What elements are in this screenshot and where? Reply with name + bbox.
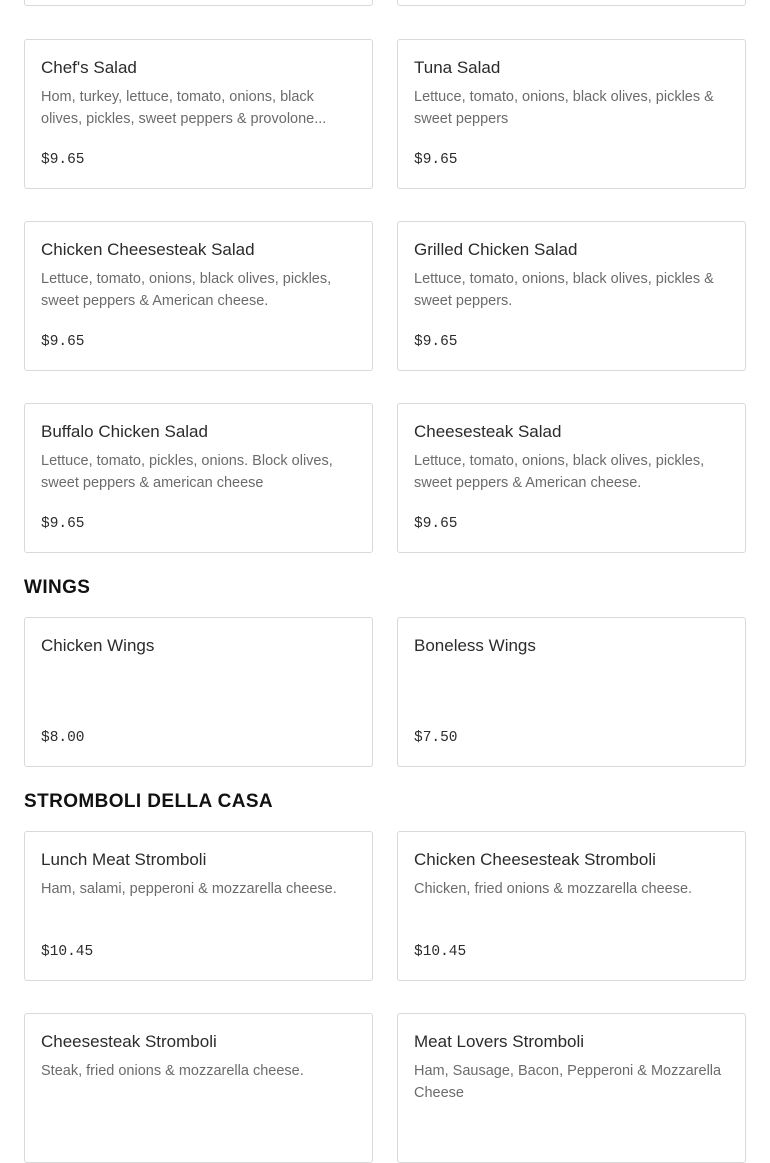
item-description: Ham, Sausage, Bacon, Pepperoni & Mozzarella Cheese	[414, 1063, 722, 1101]
item-price: $9.65	[414, 516, 458, 532]
item-description: Lettuce, tomato, onions, black olives, pickles, sweet peppers & American cheese.	[41, 271, 332, 309]
item-price: $10.45	[41, 944, 94, 960]
item-description: Lettuce, tomato, onions, black olives, pickles & sweet peppers	[414, 89, 714, 127]
menu-item-card[interactable]	[24, 39, 373, 189]
menu-item-card[interactable]	[397, 831, 746, 981]
item-price: $9.65	[414, 152, 458, 168]
menu-item-card[interactable]	[24, 831, 373, 981]
menu-item-card[interactable]	[397, 403, 746, 553]
menu-item-card[interactable]	[24, 403, 373, 553]
section-title-wings: WINGS	[24, 577, 91, 598]
section-title-stromboli: STROMBOLI DELLA CASA	[24, 791, 274, 812]
item-price: $10.45	[414, 944, 467, 960]
item-price: $9.65	[41, 334, 85, 350]
menu-item-card[interactable]	[24, 617, 373, 767]
item-name: Cheesesteak Stromboli	[41, 1032, 217, 1051]
item-name: Lunch Meat Stromboli	[41, 850, 207, 869]
menu-item-card[interactable]	[24, 221, 373, 371]
menu-item-card[interactable]	[397, 0, 746, 6]
item-name: Tuna Salad	[414, 58, 501, 77]
menu-item-card[interactable]	[397, 39, 746, 189]
item-description: Lettuce, tomato, onions, black olives, pickles, sweet peppers & American cheese.	[414, 453, 705, 491]
item-price: $9.65	[414, 334, 458, 350]
item-name: Meat Lovers Stromboli	[414, 1032, 585, 1051]
item-description: Ham, salami, pepperoni & mozzarella cheese.	[41, 881, 337, 897]
item-name: Grilled Chicken Salad	[414, 240, 578, 259]
menu-item-card[interactable]	[24, 1013, 373, 1163]
item-name: Cheesesteak Salad	[414, 422, 562, 441]
item-name: Chicken Wings	[41, 636, 155, 655]
item-description: Lettuce, tomato, onions, black olives, pickles & sweet peppers.	[414, 271, 714, 309]
item-name: Chicken Cheesesteak Salad	[41, 240, 255, 259]
item-price: $9.65	[41, 152, 85, 168]
item-name: Chef's Salad	[41, 58, 137, 77]
item-description: Hom, turkey, lettuce, tomato, onions, black olives, pickles, sweet peppers & provolone...	[41, 89, 327, 127]
item-name: Chicken Cheesesteak Stromboli	[414, 850, 656, 869]
item-name: Buffalo Chicken Salad	[41, 422, 208, 441]
item-name: Boneless Wings	[414, 636, 536, 655]
item-description: Steak, fried onions & mozzarella cheese.	[41, 1063, 304, 1079]
menu-item-card[interactable]	[24, 0, 373, 6]
item-price: $7.50	[414, 730, 458, 746]
menu-item-card[interactable]	[397, 1013, 746, 1163]
item-price: $8.00	[41, 730, 85, 746]
menu-item-card[interactable]	[397, 617, 746, 767]
item-price: $9.65	[41, 516, 85, 532]
menu-item-card[interactable]	[397, 221, 746, 371]
item-description: Chicken, fried onions & mozzarella cheese.	[414, 881, 693, 897]
item-description: Lettuce, tomato, pickles, onions. Block olives, sweet peppers & american cheese	[41, 453, 333, 491]
